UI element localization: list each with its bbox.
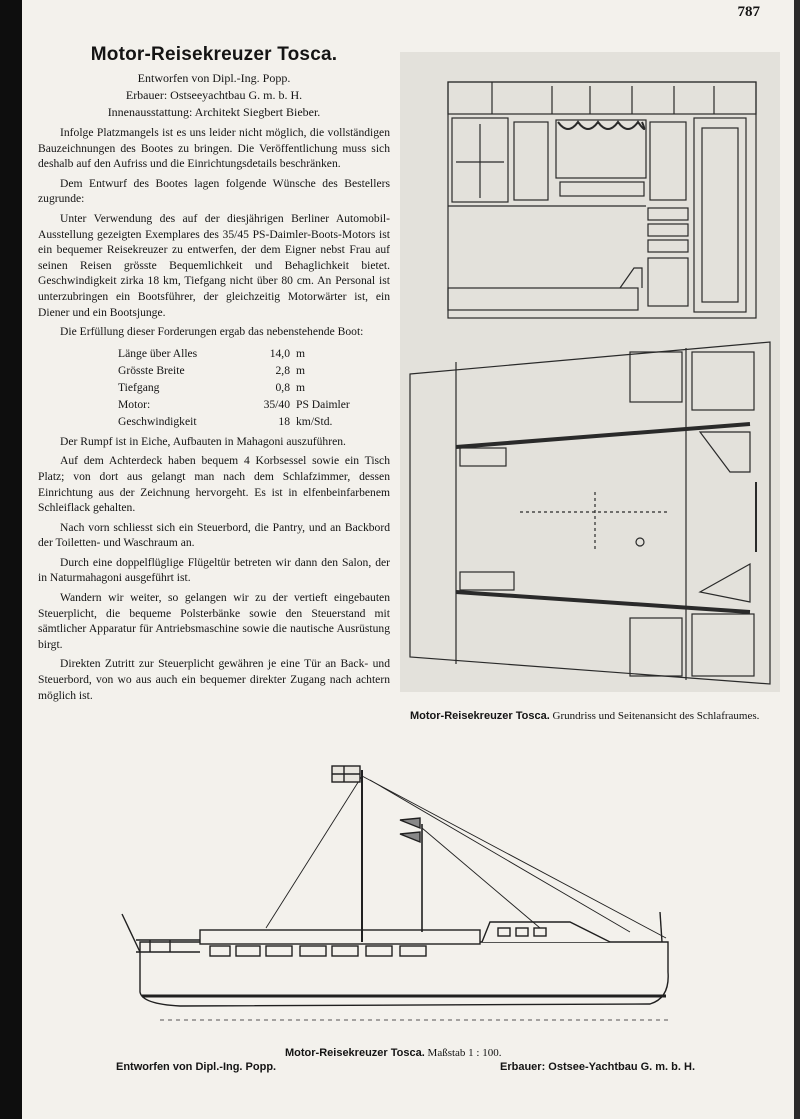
paragraph-4: Die Erfüllung dieser Forderungen ergab das nebenstehende Boot: [60, 325, 364, 339]
spec-unit: PS Daimler [296, 397, 350, 411]
spec-row [118, 345, 350, 362]
paragraph-8: Durch eine doppelflüglige Flügeltür betreten wir dann den Salon, der in Naturmahagoni ausgeführt ist. [38, 555, 390, 585]
spec-unit: m [296, 363, 306, 377]
boat-builder-credit: Erbauer: Ostsee-Yachtbau G. m. b. H. [500, 1061, 695, 1073]
spec-value: 0,8 [275, 380, 290, 394]
page-number: 787 [737, 4, 760, 20]
boat-caption [285, 1047, 502, 1059]
boat-profile-figure [70, 752, 770, 1042]
bedroom-plan-figure [400, 52, 780, 692]
designer-credit: Entworfen von Dipl.-Ing. Popp. [137, 71, 291, 85]
page-edge-right [794, 0, 800, 1119]
spec-value: 2,8 [275, 363, 290, 377]
paragraph-6: Auf dem Achterdeck haben bequem 4 Korbsessel sowie ein Tisch Platz; von dort aus gelangt man nach dem Schlafzimmer, dessen Einrichtung aus der Zeichnung hervorgeht. Es ist in elfenbeinfarbenem Schleiflack gehalten. [38, 454, 390, 515]
plan-caption-text: Grundriss und Seitenansicht des Schlafraumes. [552, 710, 760, 722]
plan-caption [410, 710, 759, 722]
spec-label: Motor: [118, 397, 151, 411]
article-column [38, 44, 390, 703]
interior-credit: Innenausstattung: Architekt Siegbert Bieber. [107, 105, 321, 119]
specs-table [118, 345, 350, 430]
spec-label: Grösste Breite [118, 363, 185, 377]
spec-value: 35/40 [263, 397, 290, 411]
paragraph-10: Direkten Zutritt zur Steuerplicht gewähren je eine Tür an Back- und Steuerbord, von wo aus auch ein bequemer direkter Zugang nach achtern möglich ist. [38, 657, 390, 702]
spec-value: 18 [278, 414, 290, 428]
spec-unit: m [296, 380, 306, 394]
boat-caption-bold: Motor-Reisekreuzer Tosca. [285, 1047, 425, 1059]
spec-unit: m [296, 346, 306, 360]
paragraph-2: Dem Entwurf des Bootes lagen folgende Wünsche des Bestellers zugrunde: [38, 176, 390, 206]
page-edge-shadow [0, 0, 22, 1119]
boat-designer-credit: Entworfen von Dipl.-Ing. Popp. [116, 1061, 277, 1073]
spec-label: Länge über Alles [118, 346, 198, 360]
spec-row [118, 362, 350, 379]
spec-unit: km/Std. [296, 414, 333, 428]
boat-caption-scale: Maßstab 1 : 100. [427, 1047, 502, 1059]
paragraph-7: Nach vorn schliesst sich ein Steuerbord, die Pantry, und an Backbord der Toiletten- und Waschraum an. [38, 520, 390, 550]
paragraph-9: Wandern wir weiter, so gelangen wir zu der vertieft eingebauten Steuerplicht, die bequeme Polsterbänke sowie den Steuerstand mit sämtlicher Apparatur für Antriebsmaschine sowie die nautische Ausrüstung birgt. [38, 591, 390, 651]
bedroom-plan-drawing [400, 52, 780, 692]
builder-credit: Erbauer: Ostseeyachtbau G. m. b. H. [125, 88, 303, 102]
spec-row [118, 413, 350, 430]
paragraph-1: Infolge Platzmangels ist es uns leider nicht möglich, die vollständigen Bauzeichnungen des Bootes zu bringen. Die Veröffentlichung muss sich deshalb auf den Aufriss und die Einrichtungsdetails beschränken. [38, 126, 390, 171]
article-title: Motor-Reisekreuzer Tosca. [90, 44, 338, 65]
plan-caption-bold: Motor-Reisekreuzer Tosca. [410, 710, 550, 722]
spec-label: Geschwindigkeit [118, 414, 197, 428]
paragraph-3: Unter Verwendung des auf der diesjährigen Berliner Automobil-Ausstellung gezeigten Exemplares des 35/45 PS-Daimler-Boots-Motors ist ein bequemer Reisekreuzer zu entwerfen, der dem Eigner nebst Frau auf seinen Reisen grösste Bequemlichkeit und Behaglichkeit bietet. Geschwindigkeit zirka 18 km, Tiefgang nicht über 80 cm. An Personal ist unterzubringen ein Bootsführer, der gleichzeitig Motorwärter ist, ein Diener und ein Bootsjunge. [38, 211, 390, 319]
spec-value: 14,0 [269, 346, 290, 360]
boat-profile-drawing [70, 752, 770, 1042]
spec-row [118, 379, 350, 396]
spec-label: Tiefgang [118, 380, 160, 394]
spec-row [118, 396, 350, 413]
paragraph-5: Der Rumpf ist in Eiche, Aufbauten in Mahagoni auszuführen. [60, 434, 346, 448]
